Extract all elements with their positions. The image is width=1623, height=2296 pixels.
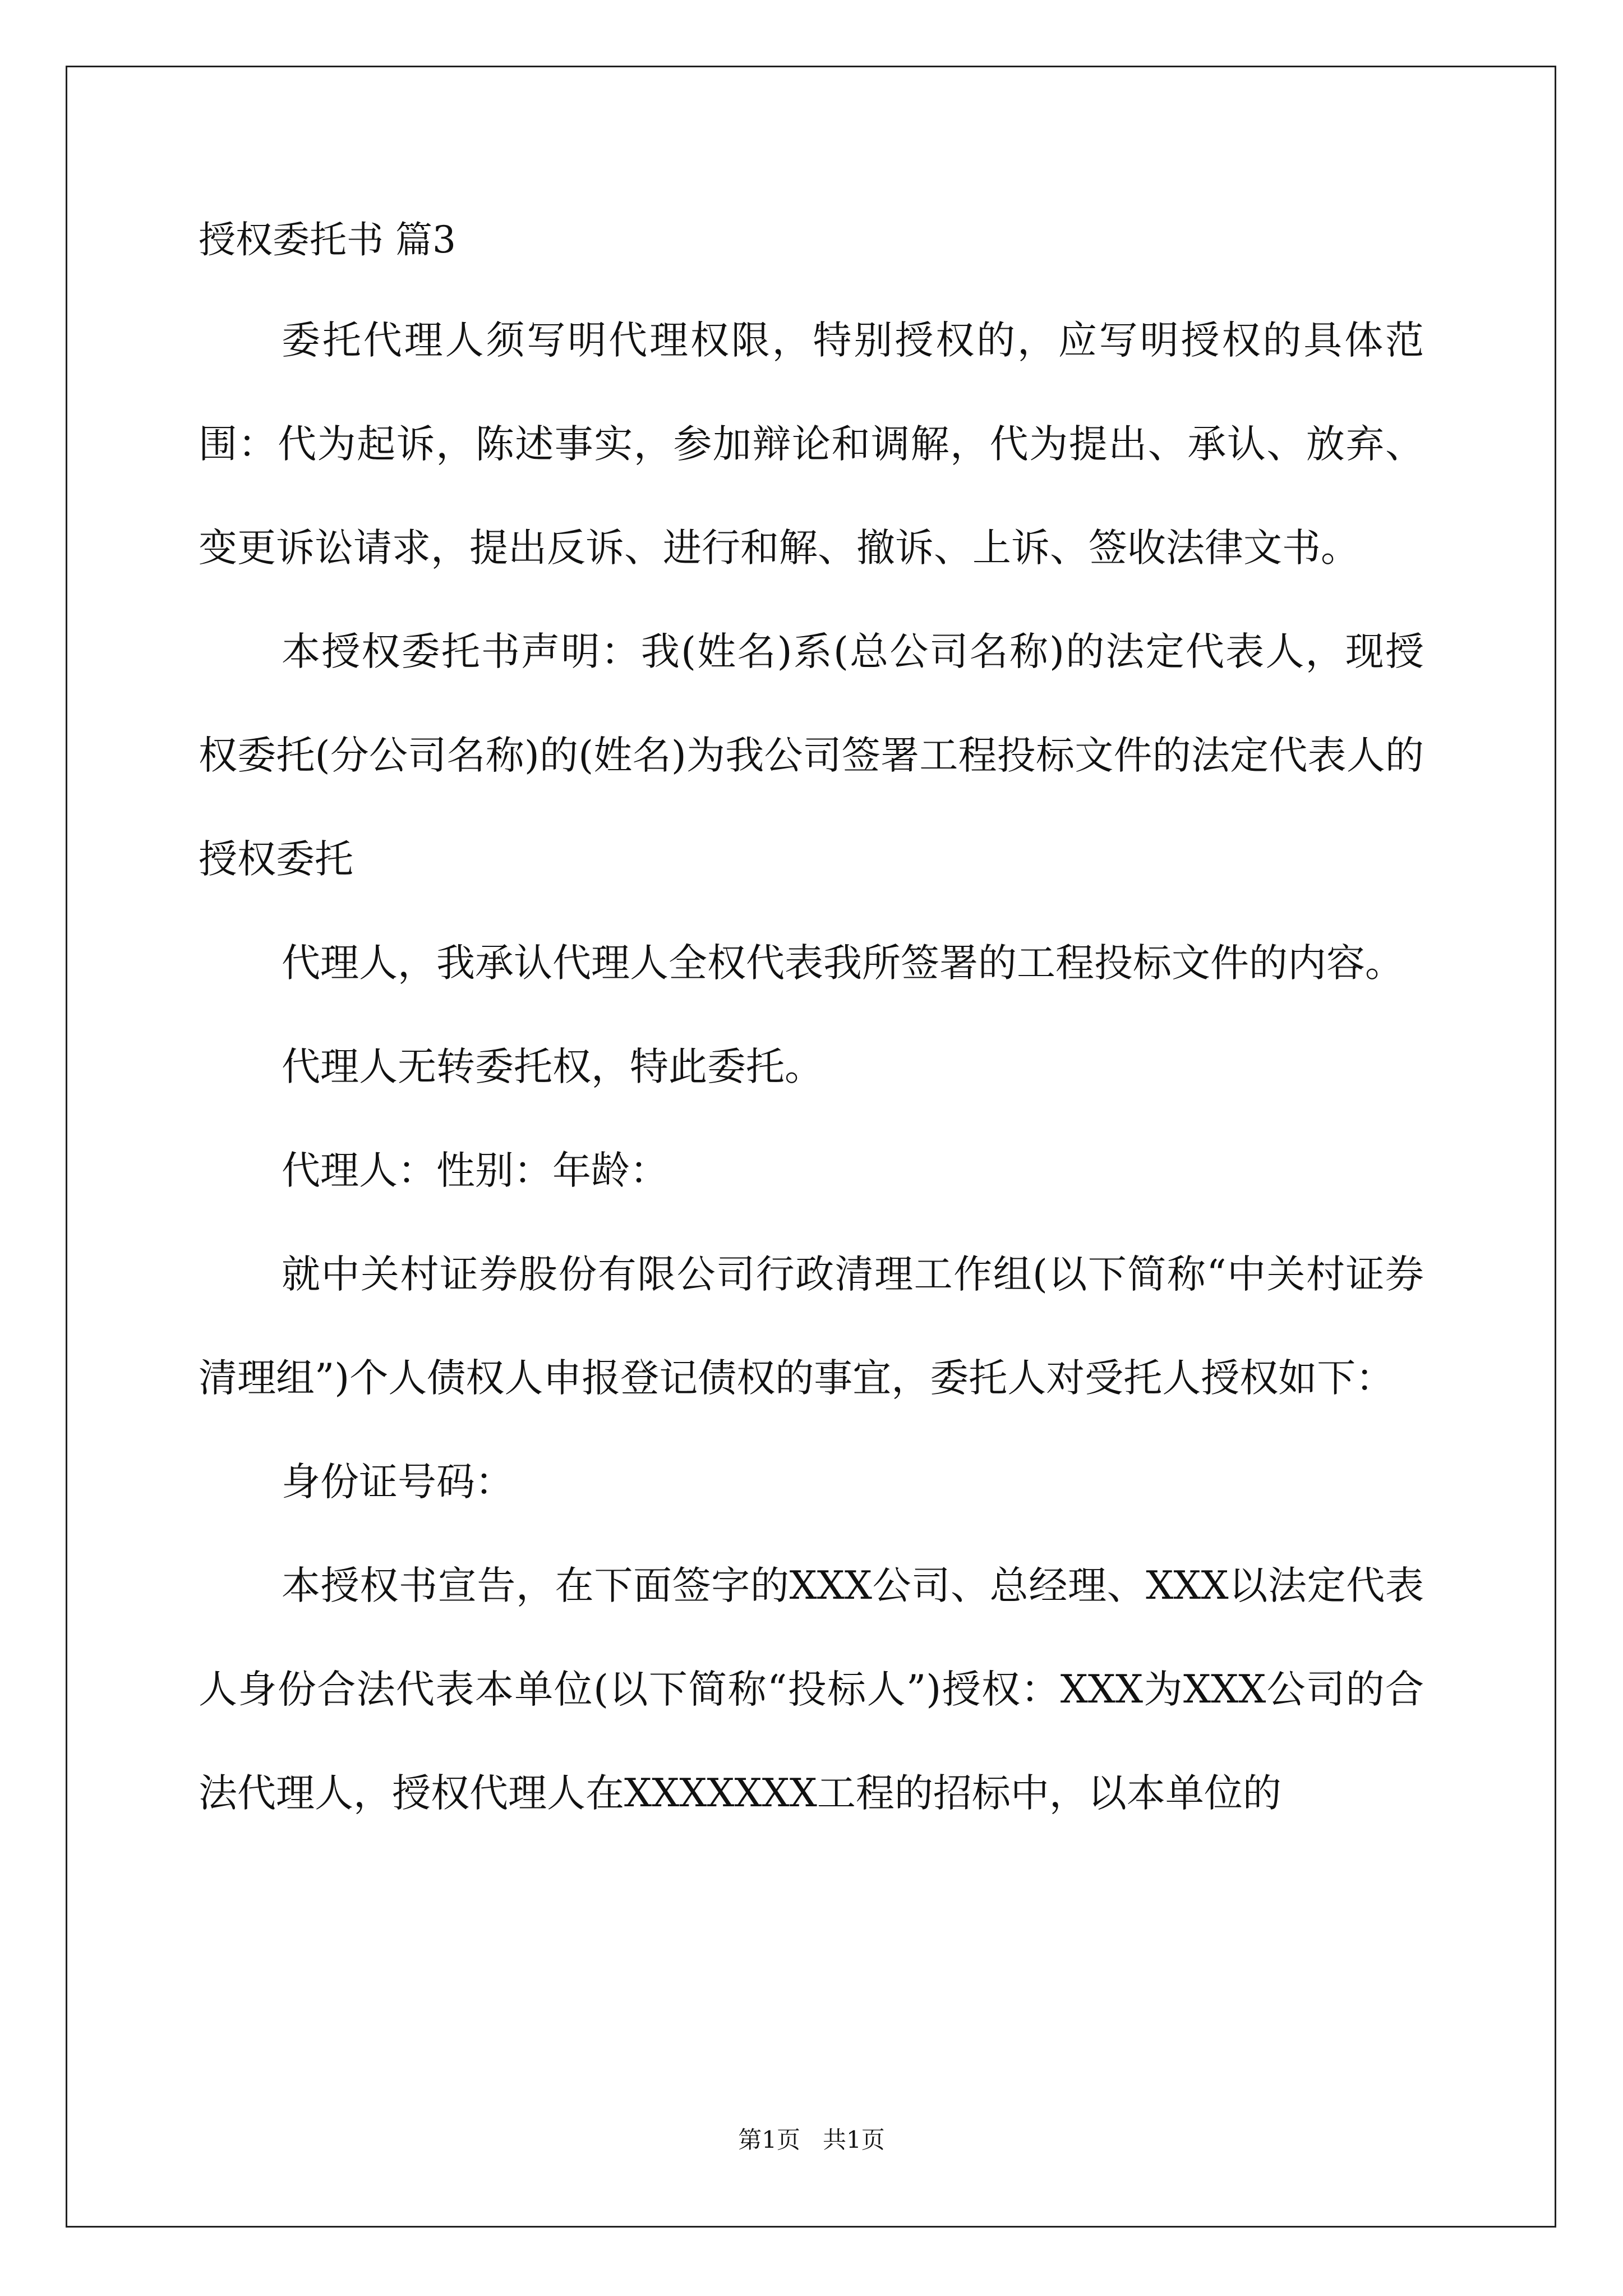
page-footer: 第1页 共1页 (738, 2126, 885, 2154)
paragraph-creditor-registration: 就中关村证券股份有限公司行政清理工作组(以下简称“中关村证券清理组”)个人债权人申报登记债权的事宜，委托人对受托人授权如下： (199, 1252, 1424, 1401)
paragraph-declaration: 本授权委托书声明：我(姓名)系(总公司名称)的法定代表人，现授权委托(分公司名称)的(姓名)为我公司签署工程投标文件的法定代表人的授权委托 (199, 629, 1424, 882)
paragraph-agent-info: 代理人：性别：年龄： (282, 1148, 668, 1193)
paragraph-acknowledgement: 代理人，我承认代理人全权代表我所签署的工程投标文件的内容。 (282, 941, 1404, 986)
document-body (199, 218, 1424, 1846)
paragraph-id-number: 身份证号码： (282, 1460, 514, 1504)
paragraph-bid-authorization: 本授权书宣告，在下面签字的XXX公司、总经理、XXX以法定代表人身份合法代表本单位(以下简称“投标人”)授权：XXX为XXX公司的合法代理人，授权代理人在XXXXXXX工程的招标中，以本单位的 (199, 1563, 1424, 1816)
paragraph-no-subdelegation: 代理人无转委托权，特此委托。 (282, 1045, 823, 1089)
document-title: 授权委托书 篇3 (199, 218, 456, 261)
paragraph-authority-scope: 委托代理人须写明代理权限，特别授权的，应写明授权的具体范围：代为起诉，陈述事实，参加辩论和调解，代为提出、承认、放弃、变更诉讼请求，提出反诉、进行和解、撤诉、上诉、签收法律文书。 (199, 318, 1424, 570)
